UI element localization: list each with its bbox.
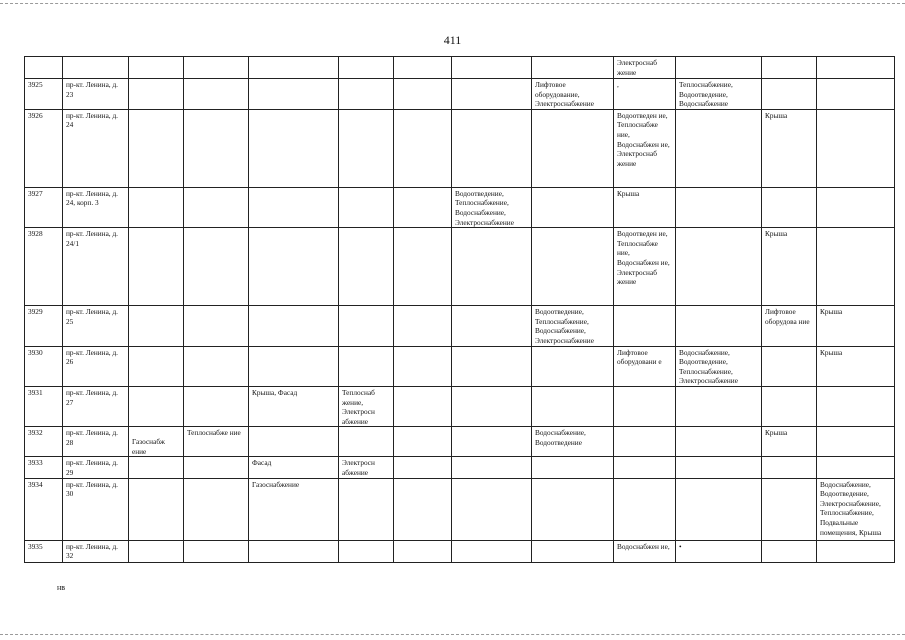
- table-cell: [532, 228, 614, 306]
- table-cell: [63, 346, 129, 386]
- table-cell: [129, 540, 184, 562]
- table-cell: [63, 79, 129, 110]
- table-cell: [339, 306, 394, 346]
- table-cell: [817, 540, 895, 562]
- table-cell: [339, 457, 394, 478]
- row-number: 3935: [28, 541, 43, 551]
- table-cell: [762, 427, 817, 457]
- address: пр-кт. Ленина, д. 30: [66, 479, 118, 499]
- table-row: [25, 457, 895, 478]
- table-cell: [184, 478, 249, 540]
- table-cell: [452, 540, 532, 562]
- table-cell: [25, 386, 63, 426]
- table-cell: [63, 386, 129, 426]
- table-cell: [614, 478, 676, 540]
- table-cell: [452, 228, 532, 306]
- table-cell: [184, 427, 249, 457]
- row-number: 3926: [28, 110, 43, 120]
- table-cell: [129, 109, 184, 187]
- table-cell: [25, 540, 63, 562]
- table-cell: [676, 187, 762, 227]
- table-cell: [25, 187, 63, 227]
- table-cell: [532, 540, 614, 562]
- table-cell: [184, 386, 249, 426]
- table-cell: [249, 187, 339, 227]
- table-cell: [817, 187, 895, 227]
- table-cell: [394, 478, 452, 540]
- table-cell: [762, 457, 817, 478]
- table-cell: [676, 346, 762, 386]
- table-cell: [532, 427, 614, 457]
- table-cell: [129, 346, 184, 386]
- address: пр-кт. Ленина, д. 27: [66, 387, 118, 407]
- table-cell: [452, 386, 532, 426]
- cell-text: Электросн абжение: [342, 458, 375, 478]
- cell-text: Газоснабжение: [252, 479, 300, 489]
- address: пр-кт. Ленина, д. 25: [66, 307, 118, 326]
- table-cell: [249, 540, 339, 562]
- table-cell: [532, 57, 614, 79]
- table-cell: [817, 228, 895, 306]
- table-cell: [129, 386, 184, 426]
- cell-text: Электроснаб жение: [617, 58, 657, 77]
- table-cell: [614, 79, 676, 110]
- cell-text: Теплоснабжение, Водоотведение, Водоснабжение: [679, 80, 733, 109]
- table-cell: [25, 57, 63, 79]
- table-cell: [184, 457, 249, 478]
- cell-text: Крыша: [765, 110, 788, 120]
- table-cell: [129, 187, 184, 227]
- table-cell: [532, 109, 614, 187]
- table-cell: [63, 228, 129, 306]
- cell-text: •: [679, 541, 682, 551]
- table-cell: [762, 109, 817, 187]
- table-cell: [614, 386, 676, 426]
- table-cell: [129, 478, 184, 540]
- table-cell: [394, 386, 452, 426]
- table-cell: [817, 306, 895, 346]
- table-cell: [394, 540, 452, 562]
- table-cell: [63, 478, 129, 540]
- table-cell: [394, 79, 452, 110]
- table-cell: [532, 457, 614, 478]
- table-cell: [614, 57, 676, 79]
- table-cell: [339, 109, 394, 187]
- table-cell: [25, 457, 63, 478]
- cell-text: Водоснабжен ие,: [617, 541, 670, 551]
- table-cell: [339, 187, 394, 227]
- table-cell: [129, 427, 184, 457]
- table-cell: [532, 386, 614, 426]
- table-cell: [184, 306, 249, 346]
- table-cell: [394, 109, 452, 187]
- table-cell: [339, 346, 394, 386]
- table-cell: [184, 228, 249, 306]
- cell-text: Лифтовое оборудование, Электроснабжение: [535, 80, 594, 109]
- table-cell: [339, 540, 394, 562]
- table-row: [25, 386, 895, 426]
- table-cell: [452, 306, 532, 346]
- cell-text: Крыша, Фасад: [252, 387, 298, 397]
- cell-text: Крыша: [617, 188, 640, 198]
- table-cell: [129, 79, 184, 110]
- address: пр-кт. Ленина, д. 28: [66, 428, 118, 447]
- table-cell: [676, 109, 762, 187]
- table-cell: [249, 306, 339, 346]
- row-number: 3932: [28, 428, 43, 438]
- table-row: [25, 109, 895, 187]
- address: пр-кт. Ленина, д. 32: [66, 541, 118, 561]
- table-cell: [762, 346, 817, 386]
- cell-text: Теплоснабже ние: [187, 428, 241, 438]
- table-cell: [762, 540, 817, 562]
- table-cell: [394, 346, 452, 386]
- table-cell: [532, 346, 614, 386]
- table-cell: [249, 228, 339, 306]
- table-cell: [817, 57, 895, 79]
- cell-text: Водоснабжение, Водоотведение, Электроснабжение, Теплоснабжение, Подвальные помещения, Крыша: [820, 479, 882, 537]
- table-cell: [249, 457, 339, 478]
- table-cell: [249, 109, 339, 187]
- table-cell: [339, 79, 394, 110]
- cell-text: Лифтовое оборудовани е: [617, 347, 662, 367]
- table-cell: [184, 540, 249, 562]
- table-cell: [762, 187, 817, 227]
- table-cell: [394, 228, 452, 306]
- table-cell: [762, 57, 817, 79]
- table-cell: [676, 228, 762, 306]
- address: пр-кт. Ленина, д. 24: [66, 110, 118, 130]
- table-cell: [25, 306, 63, 346]
- table-cell: [614, 427, 676, 457]
- table-cell: [249, 57, 339, 79]
- table-cell: [614, 228, 676, 306]
- row-number: 3929: [28, 307, 43, 317]
- table-cell: [63, 457, 129, 478]
- table-cell: [63, 109, 129, 187]
- table-cell: [339, 57, 394, 79]
- cell-text: Лифтовое оборудова ние: [765, 307, 810, 326]
- table-cell: [676, 306, 762, 346]
- table-cell: [249, 427, 339, 457]
- table-cell: [129, 457, 184, 478]
- table-cell: [129, 57, 184, 79]
- table-cell: [614, 540, 676, 562]
- table-cell: [249, 79, 339, 110]
- table-cell: [676, 457, 762, 478]
- table-cell: [394, 427, 452, 457]
- row-number: 3925: [28, 80, 43, 89]
- table-cell: [184, 187, 249, 227]
- table-cell: [676, 386, 762, 426]
- table-cell: [532, 306, 614, 346]
- table-cell: [676, 427, 762, 457]
- table-cell: [452, 109, 532, 187]
- table-cell: [25, 79, 63, 110]
- table-cell: [817, 109, 895, 187]
- table-row: [25, 228, 895, 306]
- table-cell: [676, 79, 762, 110]
- table-cell: [63, 187, 129, 227]
- table-cell: [184, 79, 249, 110]
- footer-mark: нв: [57, 583, 66, 592]
- table-cell: [394, 457, 452, 478]
- cell-text: Водоотведение, Теплоснабжение, Водоснабжение, Электроснабжение: [535, 307, 594, 345]
- table-row: [25, 306, 895, 346]
- table-cell: [25, 427, 63, 457]
- table-cell: [817, 427, 895, 457]
- register-table: [24, 56, 895, 563]
- cell-text: Газоснабж ение: [132, 437, 165, 456]
- table-cell: [249, 346, 339, 386]
- cell-text: Водоотведен ие, Теплоснабже ние, Водоснабжен ие, Электроснаб жение: [617, 110, 670, 168]
- table-cell: [184, 346, 249, 386]
- table-cell: [614, 306, 676, 346]
- table-cell: [249, 386, 339, 426]
- table-cell: [339, 427, 394, 457]
- table-row: [25, 478, 895, 540]
- table-cell: [129, 306, 184, 346]
- table-row: [25, 540, 895, 562]
- cell-text: Фасад: [252, 458, 272, 468]
- cell-text: Крыша: [765, 229, 788, 239]
- table-cell: [25, 346, 63, 386]
- table-cell: [614, 109, 676, 187]
- table-cell: [817, 386, 895, 426]
- row-number: 3933: [28, 458, 43, 468]
- table-cell: [532, 187, 614, 227]
- table-cell: [614, 346, 676, 386]
- cell-text: Водоснабжение, Водоотведение, Теплоснабжение, Электроснабжение: [679, 347, 738, 386]
- table-cell: [762, 478, 817, 540]
- table-cell: [614, 187, 676, 227]
- cell-text: Водоотведен ие, Теплоснабже ние, Водоснабжен ие, Электроснаб жение: [617, 229, 670, 287]
- table-cell: [452, 478, 532, 540]
- table-cell: [452, 57, 532, 79]
- table-cell: [184, 57, 249, 79]
- address: пр-кт. Ленина, д. 23: [66, 80, 118, 99]
- table-cell: [339, 386, 394, 426]
- table-cell: [63, 540, 129, 562]
- table-cell: [452, 187, 532, 227]
- table-cell: [762, 306, 817, 346]
- cell-text: Крыша: [820, 347, 843, 357]
- scan-edge-bottom: [0, 634, 905, 635]
- table-cell: [676, 478, 762, 540]
- table-cell: [676, 57, 762, 79]
- row-number: 3927: [28, 188, 43, 198]
- table-cell: [339, 228, 394, 306]
- table-cell: [25, 228, 63, 306]
- table-row: [25, 79, 895, 110]
- table-cell: [452, 427, 532, 457]
- cell-text: Теплоснаб жение, Электросн абжение: [342, 387, 375, 426]
- scan-edge-top: [0, 3, 905, 4]
- table-cell: [817, 79, 895, 110]
- table-cell: [452, 79, 532, 110]
- table-cell: [817, 457, 895, 478]
- table-cell: [25, 478, 63, 540]
- table-cell: [532, 79, 614, 110]
- table-cell: [63, 306, 129, 346]
- address: пр-кт. Ленина, д. 24/1: [66, 229, 118, 248]
- cell-text: ,: [617, 80, 619, 89]
- table-cell: [394, 306, 452, 346]
- address: пр-кт. Ленина, д. 29: [66, 458, 118, 478]
- table-row: [25, 187, 895, 227]
- table-cell: [25, 109, 63, 187]
- table-cell: [63, 427, 129, 457]
- header-row: [25, 57, 895, 79]
- table-row: [25, 427, 895, 457]
- table-cell: [249, 478, 339, 540]
- row-number: 3928: [28, 229, 43, 239]
- row-number: 3934: [28, 479, 43, 489]
- table-cell: [452, 457, 532, 478]
- table-cell: [762, 79, 817, 110]
- table-cell: [452, 346, 532, 386]
- page-number: 411: [443, 33, 462, 47]
- table-cell: [394, 57, 452, 79]
- table-cell: [532, 478, 614, 540]
- table-cell: [184, 109, 249, 187]
- cell-text: Водоснабжение, Водоотведение: [535, 428, 586, 447]
- table-cell: [129, 228, 184, 306]
- table-cell: [817, 478, 895, 540]
- address: пр-кт. Ленина, д. 24, корп. 3: [66, 188, 118, 208]
- cell-text: Крыша: [820, 307, 843, 317]
- cell-text: Водоотведение, Теплоснабжение, Водоснабжение, Электроснабжение: [455, 188, 514, 227]
- row-number: 3931: [28, 387, 43, 397]
- row-number: 3930: [28, 347, 43, 357]
- cell-text: Крыша: [765, 428, 788, 438]
- table-cell: [676, 540, 762, 562]
- table-cell: [394, 187, 452, 227]
- table-cell: [762, 386, 817, 426]
- table-row: [25, 346, 895, 386]
- table-cell: [817, 346, 895, 386]
- table-cell: [63, 57, 129, 79]
- address: пр-кт. Ленина, д. 26: [66, 347, 118, 367]
- table-cell: [762, 228, 817, 306]
- table-cell: [339, 478, 394, 540]
- table-cell: [614, 457, 676, 478]
